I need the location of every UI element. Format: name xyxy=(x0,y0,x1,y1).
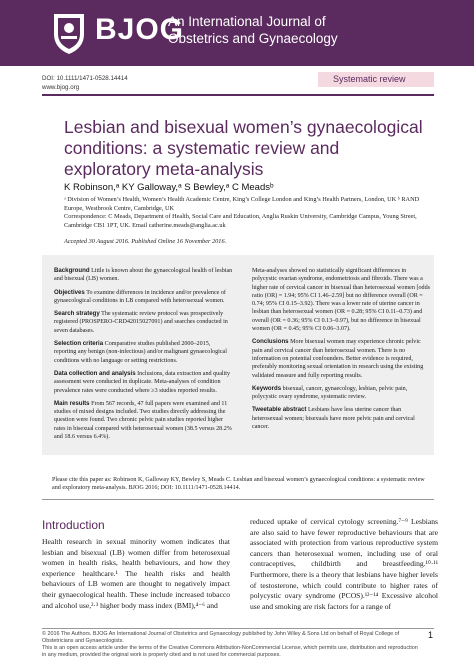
affiliations xyxy=(64,196,434,230)
footer-rule xyxy=(42,628,434,629)
abstract-paragraph xyxy=(252,406,432,431)
abstract-label: Keywords xyxy=(252,384,282,392)
abstract-label: Search strategy xyxy=(54,310,100,318)
copyright-line: © 2016 The Authors. BJOG An International Journal of Obstetrics and Gynaecology published by John Wiley & Sons Ltd on behalf of Royal College of Obstetricians and Gynaecologists. xyxy=(42,631,400,644)
abstract-paragraph xyxy=(252,385,432,402)
intro-text-right: reduced uptake of cervical cytology screening.⁷⁻⁹ Lesbians are also said to have fewer reproductive behaviours that are associated with protection from various reproductive system cancers than heterosexual women, including use of oral contraceptives, childbirth and breastfeeding.¹⁰·¹¹ Furthermore, there is a theory that lesbians have higher levels of testosterone, which could contribute to higher rates of polycystic ovary syndrome (PCOS).¹²⁻¹⁴ Excessive alcohol use and smoking are risk factors for a range of xyxy=(250,517,438,611)
abstract-label: Tweetable abstract xyxy=(252,406,307,414)
abstract-paragraph xyxy=(54,289,234,306)
abstract-text: Little is known about the gynaecological health of lesbian and bisexual (LB) women. xyxy=(54,268,233,283)
accepted-date: Accepted 30 August 2016. Published Online 16 November 2016. xyxy=(64,238,227,245)
abstract-paragraph xyxy=(54,370,234,395)
abstract-left-column xyxy=(54,267,234,446)
article-doi: DOI: 10.1111/1471-0528.14414 xyxy=(42,75,128,82)
abstract-label: Objectives xyxy=(54,288,85,296)
abstract-text: bisexual, cancer, gynaecology, lesbian, pelvic pain, polycystic ovary syndrome, systematic review. xyxy=(252,385,408,401)
intro-text-left: Health research in sexual minority women indicates that lesbian and bisexual (LB) women differ from heterosexual women in health risks, health behaviours, and how they experience healthcare.¹ The health risks and health behaviours of LB women are thought to negatively impact their gynaecological health. These include increased tobacco and alcohol use,²·³ higher body mass index (BMI),⁴⁻⁶ and xyxy=(42,537,230,610)
abstract-box xyxy=(42,255,434,455)
abstract-text: More bisexual women may experience chronic pelvic pain and cervical cancer than heterosexual women. There is no information on potential confounders. Better evidence is required, preferably monitoring sexual orientation in research using the existing validated measure and fully reporting results. xyxy=(252,339,424,379)
abstract-text: The systematic review protocol was prospectively registered (PROSPERO-CRD42015027091) and searches conducted in seven databases. xyxy=(54,311,228,334)
correspondence-text: Correspondence: C Meads, Department of Health, Social Care and Education, Anglia Ruskin University, Cambridge Campus, Young Street, Cambridge CB1 1PT, UK. Email catherine.meads@anglia.ac.uk xyxy=(64,213,417,229)
abstract-paragraph xyxy=(252,338,432,379)
abstract-right-column xyxy=(252,267,432,436)
abstract-label: Conclusions xyxy=(252,338,289,346)
article-title: Lesbian and bisexual women’s gynaecological conditions: a systematic review and exploratory meta-analysis xyxy=(64,117,423,179)
rcog-crest-icon xyxy=(50,10,88,56)
section-label: Systematic review xyxy=(333,74,406,84)
journal-name-line-1: An International Journal of xyxy=(168,14,326,29)
license-line: This is an open access article under the terms of the Creative Commons Attribution-NonCommercial License, which permits use, distribution and reproduction in any medium, provided the original work is properly cited and is not used for commercial purposes. xyxy=(42,645,418,658)
author-list: K Robinson,ᵃ KY Galloway,ᵃ S Bewley,ᵃ C Meadsᵇ xyxy=(64,182,274,193)
abstract-paragraph xyxy=(54,267,234,284)
abstract-paragraph xyxy=(252,267,432,333)
abstract-label: Background xyxy=(54,267,90,274)
section-heading-introduction: Introduction xyxy=(42,518,105,532)
abstract-label: Main results xyxy=(54,399,90,407)
header-rule xyxy=(42,94,434,96)
journal-header xyxy=(0,0,474,66)
abstract-text: From 567 records, 47 full papers were examined and 11 studies of mixed designs included. Two studies directly addressing the question were found. Two chronic pelvic pain studies reported higher rates in bisexual compared with heterosexual women (38.5 versus 28.2% and 18.6 versus 6.4%). xyxy=(54,400,232,441)
page-number: 1 xyxy=(428,630,434,640)
citation-note: Please cite this paper as: Robinson K, Galloway KY, Bewley S, Meads C. Lesbian and bisexual women’s gynaecological conditions: a systematic review and exploratory meta-analysis. BJOG 2016; DOI: 10.1111/1471-0528.14414. xyxy=(52,477,425,492)
abstract-text: Comparative studies published 2000–2015, reporting any benign (non-infectious) and/or malignant gynaecological conditions with no language or setting restrictions. xyxy=(54,341,227,364)
journal-logo: BJOG xyxy=(95,13,185,46)
abstract-paragraph xyxy=(54,400,234,441)
abstract-text: To examine differences in incidence and/or prevalence of gynaecological conditions in LB compared with heterosexual women. xyxy=(54,289,226,304)
license-footer xyxy=(42,631,422,659)
journal-url[interactable]: www.bjog.org xyxy=(42,84,80,91)
abstract-text: Inclusions, data extraction and quality assessment were conducted in duplicate. Meta-analyses of condition prevalence rates were conducted where ≥3 studies reported results. xyxy=(54,370,231,394)
abstract-text: Lesbians have less uterine cancer than heterosexual women; bisexuals have more pelvic pain and cervical cancer. xyxy=(252,407,415,431)
abstract-text: Meta-analyses showed no statistically significant differences in polycystic ovarian syndrome, endometriosis and fibroids. There was a higher rate of cervical cancer in bisexual than heterosexual women [odds ratio (OR) = 1.94; 95% CI 1.46–2.59] but no difference overall (OR = 0.74; 95% CI 0.15–3.92). There was a lower rate of uterine cancer in lesbian than heterosexual women (OR = 0.28; 95% CI 0.11–0.73) and overall (OR = 0.36; 95% CI 0.13–0.97), but no difference in bisexual women (OR = 0.45; 95% CI 0.06–3.07). xyxy=(252,268,430,333)
abstract-label: Selection criteria xyxy=(54,340,104,348)
divider xyxy=(42,499,434,500)
abstract-label: Data collection and analysis xyxy=(54,369,136,377)
affiliation-text: ᵃ Division of Women’s Health, Women’s Health Academic Centre, King’s College London and King’s Health Partners, London, UK ᵇ RAND Europe, Westbrook Centre, Cambridge, UK xyxy=(64,196,420,212)
abstract-paragraph xyxy=(54,340,234,365)
journal-name-line-2: Obstetrics and Gynaecology xyxy=(168,31,338,46)
abstract-paragraph xyxy=(54,310,234,335)
